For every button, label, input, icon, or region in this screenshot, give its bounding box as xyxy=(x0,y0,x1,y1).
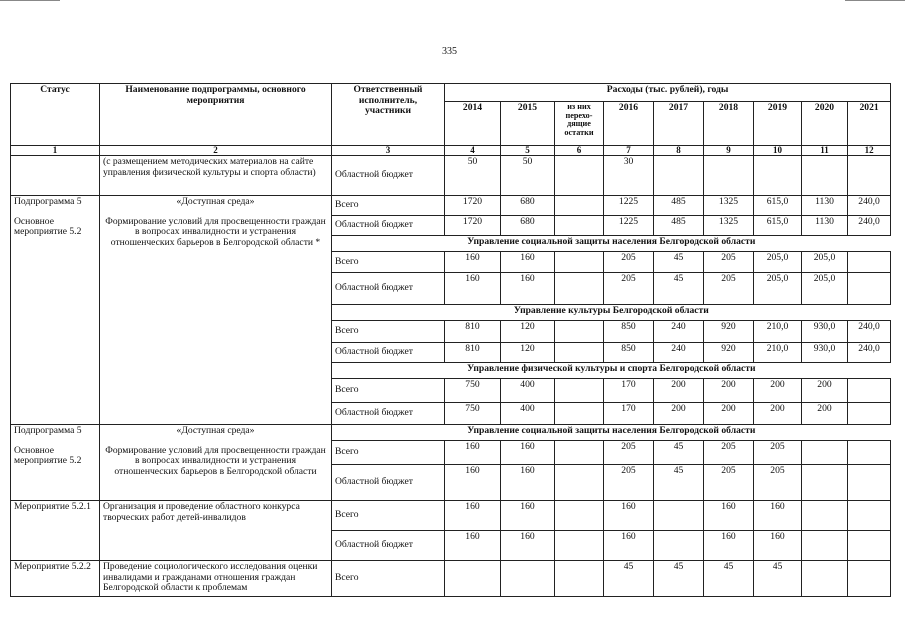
source-cell: Всего xyxy=(332,379,445,403)
scan-edge-right xyxy=(845,0,905,1)
value-cell xyxy=(501,561,555,597)
table-row xyxy=(11,196,891,216)
value-cell: 205 xyxy=(704,465,754,501)
year-2016: 2016 xyxy=(604,102,654,146)
value-cell: 615,0 xyxy=(754,196,802,216)
value-cell xyxy=(555,216,604,236)
header-row xyxy=(11,84,891,102)
value-cell: 30 xyxy=(604,156,654,196)
col-num: 10 xyxy=(754,146,802,156)
department-row xyxy=(11,425,891,441)
value-cell: 210,0 xyxy=(754,343,802,363)
header-status: Статус xyxy=(11,84,100,146)
subprogram-label: Подпрограмма 5 xyxy=(14,425,82,436)
value-cell xyxy=(802,441,848,465)
value-cell: 205 xyxy=(604,441,654,465)
value-cell: 160 xyxy=(501,531,555,561)
department-title: Управление физической культуры и спорта Белгородской области xyxy=(332,363,891,379)
value-cell xyxy=(848,501,891,531)
year-remains: из них перехо-дящие остатки xyxy=(555,102,604,146)
value-cell xyxy=(802,561,848,597)
value-cell: 120 xyxy=(501,343,555,363)
department-title: Управление социальной защиты населения Белгородской области xyxy=(332,236,891,252)
source-cell: Областной бюджет xyxy=(332,531,445,561)
value-cell: 200 xyxy=(754,379,802,403)
name-cell xyxy=(100,196,332,425)
value-cell: 205,0 xyxy=(802,252,848,273)
value-cell: 205 xyxy=(704,252,754,273)
value-cell xyxy=(848,273,891,305)
year-2020: 2020 xyxy=(802,102,848,146)
value-cell: 1720 xyxy=(445,216,501,236)
table-row xyxy=(11,561,891,597)
value-cell: 850 xyxy=(604,321,654,343)
value-cell: 200 xyxy=(754,403,802,425)
main-measure-label: Основное мероприятие 5.2 xyxy=(14,444,82,467)
budget-table xyxy=(10,83,891,597)
value-cell: 810 xyxy=(445,343,501,363)
value-cell xyxy=(654,156,704,196)
value-cell: 240 xyxy=(654,321,704,343)
source-cell: Всего xyxy=(332,441,445,465)
value-cell: 1225 xyxy=(604,196,654,216)
column-numbers-row xyxy=(11,146,891,156)
value-cell: 810 xyxy=(445,321,501,343)
value-cell xyxy=(802,531,848,561)
value-cell xyxy=(555,501,604,531)
value-cell: 160 xyxy=(445,252,501,273)
value-cell: 50 xyxy=(501,156,555,196)
value-cell xyxy=(802,465,848,501)
value-cell: 750 xyxy=(445,403,501,425)
name-cell xyxy=(100,425,332,501)
page-number: 335 xyxy=(442,46,457,57)
source-cell: Областной бюджет xyxy=(332,465,445,501)
value-cell: 200 xyxy=(704,379,754,403)
name-cell: (с размещением методических материалов на сайте управления физической культуры и спорта области) xyxy=(100,156,332,196)
value-cell: 1325 xyxy=(704,216,754,236)
year-2021: 2021 xyxy=(848,102,891,146)
value-cell: 205 xyxy=(604,465,654,501)
year-2015: 2015 xyxy=(501,102,555,146)
value-cell xyxy=(555,465,604,501)
header-name: Наименование подпрограммы, основного мероприятия xyxy=(100,84,332,146)
value-cell xyxy=(704,156,754,196)
value-cell: 170 xyxy=(604,403,654,425)
value-cell xyxy=(802,501,848,531)
value-cell: 160 xyxy=(704,531,754,561)
department-title: Управление культуры Белгородской области xyxy=(332,305,891,321)
value-cell: 160 xyxy=(445,501,501,531)
value-cell: 210,0 xyxy=(754,321,802,343)
col-num: 3 xyxy=(332,146,445,156)
status-cell xyxy=(11,425,100,501)
col-num: 11 xyxy=(802,146,848,156)
status-cell xyxy=(11,196,100,425)
value-cell xyxy=(555,273,604,305)
col-num: 8 xyxy=(654,146,704,156)
value-cell: 485 xyxy=(654,216,704,236)
main-measure-label: Основное мероприятие 5.2 xyxy=(14,215,82,238)
value-cell: 120 xyxy=(501,321,555,343)
value-cell: 615,0 xyxy=(754,216,802,236)
value-cell xyxy=(654,531,704,561)
value-cell: 160 xyxy=(501,252,555,273)
subprogram-name: «Доступная среда» xyxy=(176,425,255,436)
value-cell: 750 xyxy=(445,379,501,403)
value-cell: 160 xyxy=(704,501,754,531)
col-num: 2 xyxy=(100,146,332,156)
value-cell xyxy=(555,403,604,425)
value-cell xyxy=(555,531,604,561)
col-num: 5 xyxy=(501,146,555,156)
value-cell: 160 xyxy=(754,501,802,531)
value-cell: 170 xyxy=(604,379,654,403)
value-cell: 160 xyxy=(501,273,555,305)
name-cell: Организация и проведение областного конкурса творческих работ детей-инвалидов xyxy=(100,501,332,561)
value-cell: 240,0 xyxy=(848,196,891,216)
source-cell: Всего xyxy=(332,501,445,531)
value-cell: 240,0 xyxy=(848,321,891,343)
value-cell: 920 xyxy=(704,343,754,363)
scan-edge-left xyxy=(0,0,60,1)
measure-name: Формирование условий для просвещенности граждан в вопросах инвалидности и устранения отношенческих барьеров в Белгородской области xyxy=(105,444,326,478)
value-cell: 200 xyxy=(802,379,848,403)
status-cell: Мероприятие 5.2.1 xyxy=(11,501,100,561)
value-cell: 45 xyxy=(704,561,754,597)
value-cell: 930,0 xyxy=(802,321,848,343)
year-2017: 2017 xyxy=(654,102,704,146)
value-cell xyxy=(555,252,604,273)
value-cell: 160 xyxy=(501,501,555,531)
value-cell: 205 xyxy=(604,273,654,305)
col-num: 12 xyxy=(848,146,891,156)
value-cell: 205,0 xyxy=(754,273,802,305)
value-cell: 850 xyxy=(604,343,654,363)
value-cell: 45 xyxy=(604,561,654,597)
value-cell: 240,0 xyxy=(848,216,891,236)
status-cell xyxy=(11,156,100,196)
department-title: Управление социальной защиты населения Белгородской области xyxy=(332,425,891,441)
value-cell xyxy=(848,252,891,273)
subprogram-name: «Доступная среда» xyxy=(176,196,255,207)
value-cell: 160 xyxy=(501,441,555,465)
value-cell: 200 xyxy=(654,403,704,425)
source-cell: Областной бюджет xyxy=(332,156,445,196)
source-cell: Всего xyxy=(332,321,445,343)
value-cell xyxy=(555,321,604,343)
value-cell: 930,0 xyxy=(802,343,848,363)
value-cell xyxy=(848,531,891,561)
value-cell xyxy=(555,156,604,196)
value-cell: 205 xyxy=(704,441,754,465)
value-cell xyxy=(754,156,802,196)
value-cell: 45 xyxy=(754,561,802,597)
value-cell xyxy=(555,561,604,597)
col-num: 4 xyxy=(445,146,501,156)
year-2019: 2019 xyxy=(754,102,802,146)
value-cell: 205 xyxy=(754,441,802,465)
value-cell: 205,0 xyxy=(802,273,848,305)
value-cell: 205 xyxy=(604,252,654,273)
source-cell: Областной бюджет xyxy=(332,343,445,363)
source-cell: Областной бюджет xyxy=(332,403,445,425)
value-cell: 160 xyxy=(604,501,654,531)
value-cell xyxy=(848,465,891,501)
value-cell: 400 xyxy=(501,403,555,425)
value-cell: 200 xyxy=(704,403,754,425)
value-cell xyxy=(848,561,891,597)
name-cell: Проведение социологического исследования оценки инвалидами и гражданами отношения граждан Белгородской области к проблемам xyxy=(100,561,332,597)
value-cell xyxy=(848,403,891,425)
year-2014: 2014 xyxy=(445,102,501,146)
value-cell: 160 xyxy=(754,531,802,561)
value-cell: 1130 xyxy=(802,196,848,216)
value-cell: 205 xyxy=(704,273,754,305)
value-cell: 485 xyxy=(654,196,704,216)
value-cell xyxy=(555,343,604,363)
value-cell: 45 xyxy=(654,465,704,501)
value-cell: 160 xyxy=(445,465,501,501)
value-cell: 50 xyxy=(445,156,501,196)
value-cell xyxy=(555,196,604,216)
value-cell xyxy=(555,379,604,403)
measure-name: Формирование условий для просвещенности граждан в вопросах инвалидности и устранения отношенческих барьеров в Белгородской области * xyxy=(105,215,326,249)
col-num: 9 xyxy=(704,146,754,156)
header-responsible: Ответственный исполнитель, участники xyxy=(332,84,445,146)
value-cell: 160 xyxy=(501,465,555,501)
source-cell: Всего xyxy=(332,561,445,597)
value-cell: 240 xyxy=(654,343,704,363)
value-cell: 680 xyxy=(501,216,555,236)
value-cell: 45 xyxy=(654,252,704,273)
table-row xyxy=(11,156,891,196)
source-cell: Областной бюджет xyxy=(332,273,445,305)
value-cell: 1225 xyxy=(604,216,654,236)
value-cell: 160 xyxy=(604,531,654,561)
value-cell: 400 xyxy=(501,379,555,403)
subprogram-label: Подпрограмма 5 xyxy=(14,196,82,207)
value-cell: 1720 xyxy=(445,196,501,216)
value-cell: 205 xyxy=(754,465,802,501)
value-cell xyxy=(654,501,704,531)
year-2018: 2018 xyxy=(704,102,754,146)
value-cell: 45 xyxy=(654,441,704,465)
value-cell: 160 xyxy=(445,441,501,465)
col-num: 7 xyxy=(604,146,654,156)
header-expenses: Расходы (тыс. рублей), годы xyxy=(445,84,891,102)
source-cell: Областной бюджет xyxy=(332,216,445,236)
value-cell: 45 xyxy=(654,273,704,305)
value-cell: 920 xyxy=(704,321,754,343)
value-cell xyxy=(555,441,604,465)
source-cell: Всего xyxy=(332,196,445,216)
value-cell: 160 xyxy=(445,531,501,561)
value-cell: 240,0 xyxy=(848,343,891,363)
status-cell: Мероприятие 5.2.2 xyxy=(11,561,100,597)
value-cell xyxy=(445,561,501,597)
col-num: 1 xyxy=(11,146,100,156)
value-cell xyxy=(848,379,891,403)
value-cell: 680 xyxy=(501,196,555,216)
value-cell: 200 xyxy=(802,403,848,425)
value-cell: 200 xyxy=(654,379,704,403)
value-cell: 160 xyxy=(445,273,501,305)
value-cell: 1130 xyxy=(802,216,848,236)
table-row xyxy=(11,501,891,531)
value-cell xyxy=(802,156,848,196)
value-cell xyxy=(848,441,891,465)
value-cell: 1325 xyxy=(704,196,754,216)
col-num: 6 xyxy=(555,146,604,156)
source-cell: Всего xyxy=(332,252,445,273)
value-cell xyxy=(848,156,891,196)
value-cell: 205,0 xyxy=(754,252,802,273)
value-cell: 45 xyxy=(654,561,704,597)
